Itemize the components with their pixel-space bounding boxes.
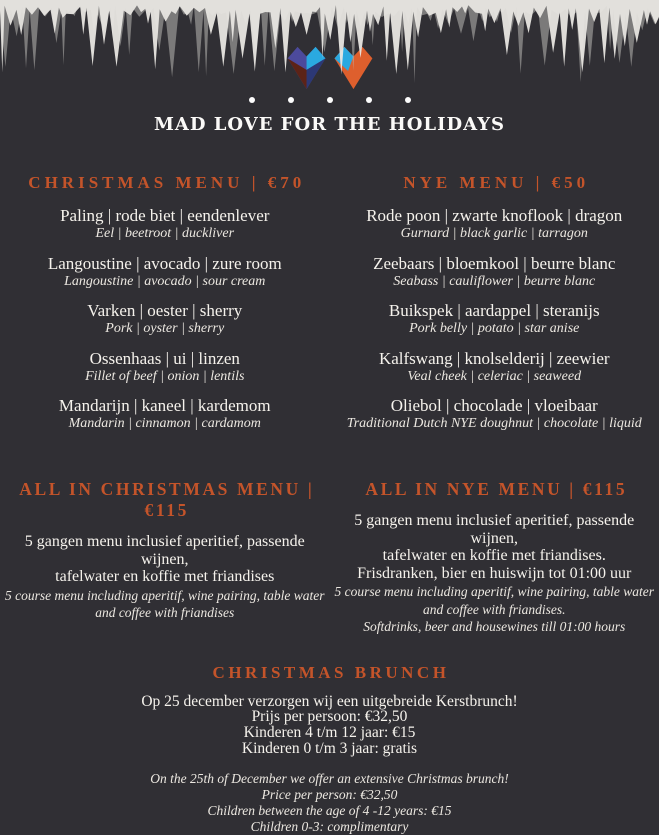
nye-menu-title: NYE MENU | €50 — [330, 172, 659, 193]
text-line: Kinderen 0 t/m 3 jaar: gratis — [0, 741, 659, 757]
menu-item — [0, 301, 330, 338]
menu-item-subtitle-en: Eel | beetroot | duckliver — [0, 225, 330, 243]
tagline: MAD LOVE FOR THE HOLIDAYS — [0, 114, 659, 136]
text-line: Op 25 december verzorgen wij een uitgebreide Kerstbrunch! — [0, 694, 659, 710]
all-in-christmas-section — [0, 479, 330, 636]
menu-item-subtitle-en: Langoustine | avocado | sour cream — [0, 273, 330, 291]
christmas-menu-title: CHRISTMAS MENU | €70 — [0, 172, 330, 193]
menu-item — [0, 349, 330, 386]
text-line: Price per person: €32,50 — [0, 787, 659, 803]
menu-item — [0, 254, 330, 291]
heart-right-icon — [334, 47, 372, 89]
text-line: and coffee with friandises. — [330, 601, 659, 619]
menu-item-title-nl: Paling | rode biet | eendenlever — [0, 206, 330, 225]
all-in-christmas-title: ALL IN CHRISTMAS MENU | €115 — [0, 479, 330, 521]
menu-item-title-nl: Oliebol | chocolade | vloeibaar — [330, 396, 659, 415]
brunch-details-nl — [0, 694, 659, 757]
menu-item — [0, 206, 330, 243]
text-line: Children between the age of 4 -12 years: €15 — [0, 803, 659, 819]
menu-item-subtitle-en: Pork belly | potato | star anise — [330, 320, 659, 338]
text-line: Prijs per persoon: €32,50 — [0, 709, 659, 725]
menu-item-title-nl: Langoustine | avocado | zure room — [0, 254, 330, 273]
text-line: 5 gangen menu inclusief aperitief, passende wijnen, — [330, 512, 659, 547]
menu-item-subtitle-en: Traditional Dutch NYE doughnut | chocolate | liquid — [330, 415, 659, 433]
menu-item-subtitle-en: Gurnard | black garlic | tarragon — [330, 225, 659, 243]
text-line: 5 gangen menu inclusief aperitief, passende wijnen, — [0, 533, 330, 568]
brunch-details-en — [0, 771, 659, 835]
text-line: On the 25th of December we offer an extensive Christmas brunch! — [0, 771, 659, 787]
nye-menu-section — [330, 172, 659, 433]
menu-item — [330, 301, 659, 338]
menus-grid — [0, 172, 659, 433]
text-line: Softdrinks, beer and housewines till 01:00 hours — [330, 618, 659, 636]
all-in-description-nl — [330, 512, 659, 582]
dot — [327, 97, 333, 103]
menu-item — [330, 396, 659, 433]
menu-item-subtitle-en: Veal cheek | celeriac | seaweed — [330, 368, 659, 386]
all-in-description-en — [0, 587, 330, 622]
menu-item — [330, 206, 659, 243]
all-in-grid — [0, 479, 659, 636]
text-line: tafelwater en koffie met friandises — [0, 568, 330, 586]
menu-item-title-nl: Kalfswang | knolselderij | zeewier — [330, 349, 659, 368]
text-line: 5 course menu including aperitif, wine pairing, table water — [0, 587, 330, 605]
dot — [366, 97, 372, 103]
hearts-logo — [284, 0, 376, 94]
text-line: Frisdranken, bier en huiswijn tot 01:00 uur — [330, 565, 659, 583]
dot — [405, 97, 411, 103]
text-line: Children 0-3: complimentary — [0, 819, 659, 835]
all-in-nye-title: ALL IN NYE MENU | €115 — [330, 479, 659, 500]
christmas-brunch-title: CHRISTMAS BRUNCH — [0, 663, 659, 683]
christmas-brunch-section — [0, 663, 659, 835]
text-line: 5 course menu including aperitif, wine pairing, table water — [330, 583, 659, 601]
text-line: tafelwater en koffie met friandises. — [330, 547, 659, 565]
christmas-menu-section — [0, 172, 330, 433]
dots-divider — [0, 97, 659, 103]
heart-left-icon — [287, 47, 325, 89]
menu-item — [0, 396, 330, 433]
dot — [249, 97, 255, 103]
all-in-description-nl — [0, 533, 330, 586]
menu-item-title-nl: Rode poon | zwarte knoflook | dragon — [330, 206, 659, 225]
menu-item-title-nl: Mandarijn | kaneel | kardemom — [0, 396, 330, 415]
menu-item-subtitle-en: Seabass | cauliflower | beurre blanc — [330, 273, 659, 291]
all-in-description-en — [330, 583, 659, 636]
all-in-nye-section — [330, 479, 659, 636]
menu-item — [330, 254, 659, 291]
menu-item-title-nl: Ossenhaas | ui | linzen — [0, 349, 330, 368]
menu-item-title-nl: Varken | oester | sherry — [0, 301, 330, 320]
menu-item-subtitle-en: Pork | oyster | sherry — [0, 320, 330, 338]
menu-item — [330, 349, 659, 386]
menu-item-title-nl: Buikspek | aardappel | steranijs — [330, 301, 659, 320]
menu-item-title-nl: Zeebaars | bloemkool | beurre blanc — [330, 254, 659, 273]
text-line: Kinderen 4 t/m 12 jaar: €15 — [0, 725, 659, 741]
menu-item-subtitle-en: Fillet of beef | onion | lentils — [0, 368, 330, 386]
dot — [288, 97, 294, 103]
text-line: and coffee with friandises — [0, 604, 330, 622]
menu-item-subtitle-en: Mandarin | cinnamon | cardamom — [0, 415, 330, 433]
